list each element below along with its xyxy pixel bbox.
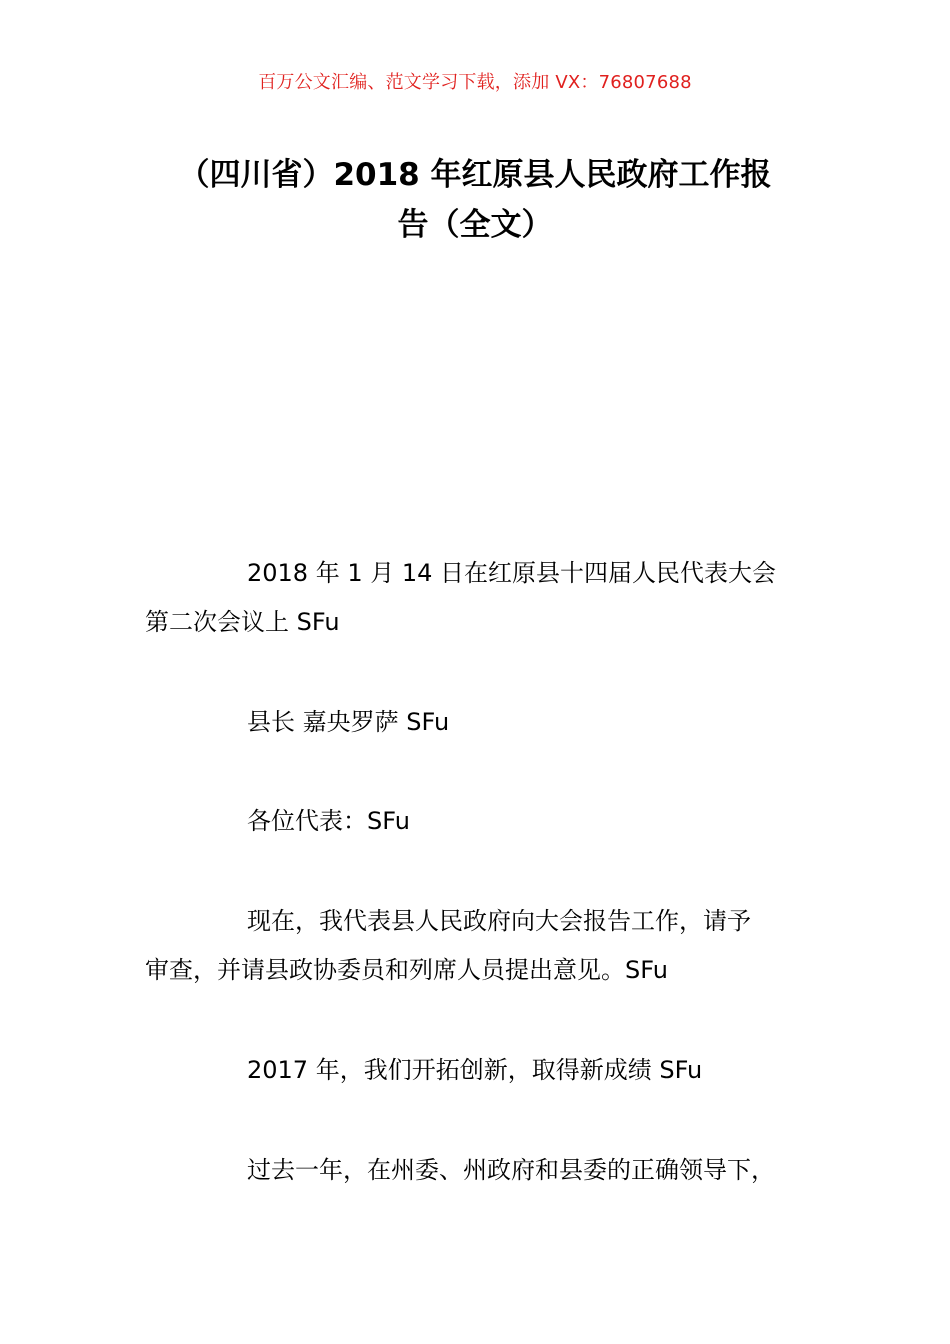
paragraph-meeting-date — [145, 549, 835, 647]
paragraph-line: 县长 嘉央罗萨 SFu — [247, 708, 450, 736]
paragraph-speaker — [145, 698, 835, 747]
paragraph-line: 审查，并请县政协委员和列席人员提出意见。SFu — [145, 956, 668, 984]
paragraph-salutation — [145, 797, 835, 846]
document-title-line-2: 告（全文） — [397, 207, 553, 243]
paragraph-intro — [145, 897, 835, 995]
paragraph-line: 各位代表：SFu — [247, 807, 410, 835]
paragraph-line: 第二次会议上 SFu — [145, 608, 340, 636]
document-title — [140, 150, 810, 250]
paragraph-line: 过去一年，在州委、州政府和县委的正确领导下， — [247, 1156, 775, 1184]
paragraph-line: 2017 年，我们开拓创新，取得新成绩 SFu — [247, 1056, 703, 1084]
paragraph-body-start — [145, 1146, 835, 1195]
paragraph-line: 现在，我代表县人民政府向大会报告工作，请予 — [247, 907, 751, 935]
paragraph-line: 2018 年 1 月 14 日在红原县十四届人民代表大会 — [247, 559, 777, 587]
paragraph-section-heading — [145, 1046, 835, 1095]
document-title-line-1: （四川省）2018 年红原县人民政府工作报 — [178, 157, 772, 193]
header-promo-note: 百万公文汇编、范文学习下载，添加 VX：76807688 — [258, 72, 692, 93]
